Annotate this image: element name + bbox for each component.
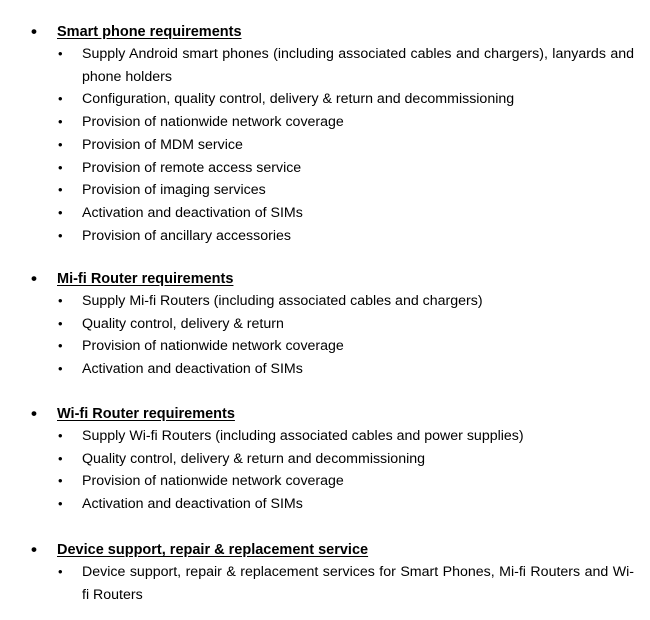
list-item — [0, 202, 650, 225]
bullet-icon: • — [58, 227, 63, 243]
bullet-icon: • — [58, 159, 63, 175]
bullet-icon: • — [31, 269, 37, 288]
section-mifi-router — [0, 268, 650, 381]
requirement-list — [0, 425, 650, 516]
bullet-icon: • — [58, 361, 63, 377]
list-item — [0, 134, 650, 157]
list-item-text: Supply Android smart phones (including associated cables and chargers), lanyards and phone holders — [82, 46, 634, 85]
list-item-text: Provision of nationwide network coverage — [82, 473, 344, 490]
section-title: Smart phone requirements — [57, 24, 242, 40]
requirement-list — [0, 290, 650, 381]
list-item-text: Quality control, delivery & return — [82, 315, 284, 332]
section-smart-phone — [0, 21, 650, 247]
bullet-icon: • — [58, 91, 63, 107]
list-item — [0, 88, 650, 111]
bullet-icon: • — [31, 540, 37, 559]
list-item — [0, 358, 650, 381]
list-item-text: Provision of nationwide network coverage — [82, 114, 344, 131]
section-title: Mi-fi Router requirements — [57, 271, 234, 287]
bullet-icon: • — [58, 473, 63, 489]
list-item-text: Supply Mi-fi Routers (including associated cables and chargers) — [82, 293, 483, 309]
list-item — [0, 425, 650, 448]
bullet-icon: • — [58, 114, 63, 130]
bullet-icon: • — [58, 428, 63, 443]
bullet-icon: • — [58, 450, 63, 466]
list-item — [0, 290, 650, 313]
list-item-text: Configuration, quality control, delivery & return and decommissioning — [82, 91, 515, 108]
section-heading — [0, 268, 650, 290]
bullet-icon: • — [58, 496, 63, 512]
bullet-icon: • — [58, 204, 63, 220]
list-item — [0, 561, 650, 606]
requirement-list — [0, 43, 650, 247]
bullet-icon: • — [31, 404, 37, 423]
bullet-icon: • — [58, 564, 63, 579]
list-item — [0, 448, 650, 471]
section-heading — [0, 539, 650, 561]
list-item-text: Activation and deactivation of SIMs — [82, 204, 303, 221]
list-item — [0, 111, 650, 134]
list-item — [0, 335, 650, 358]
list-item-text: Device support, repair & replacement services for Smart Phones, Mi-fi Routers and Wi-fi Routers — [82, 564, 634, 603]
list-item-text: Quality control, delivery & return and decommissioning — [82, 450, 426, 467]
list-item-text: Activation and deactivation of SIMs — [82, 496, 303, 513]
list-item — [0, 225, 650, 248]
list-item-text: Provision of remote access service — [82, 159, 302, 176]
section-wifi-router — [0, 403, 650, 516]
bullet-icon: • — [58, 293, 63, 308]
bullet-icon: • — [58, 338, 63, 354]
list-item — [0, 43, 650, 88]
list-item — [0, 470, 650, 493]
bullet-icon: • — [58, 182, 63, 198]
section-heading — [0, 21, 650, 43]
list-item-text: Provision of MDM service — [82, 136, 243, 153]
requirement-list — [0, 561, 650, 606]
list-item — [0, 493, 650, 516]
bullet-icon: • — [58, 136, 63, 152]
list-item — [0, 157, 650, 180]
section-title: Device support, repair & replacement service — [57, 542, 369, 558]
list-item-text: Provision of ancillary accessories — [82, 227, 291, 244]
list-item-text: Provision of imaging services — [82, 182, 266, 199]
list-item — [0, 313, 650, 336]
list-item-text: Provision of nationwide network coverage — [82, 338, 344, 355]
list-item — [0, 179, 650, 202]
list-item-text: Activation and deactivation of SIMs — [82, 361, 303, 378]
bullet-icon: • — [58, 46, 63, 61]
section-heading — [0, 403, 650, 425]
section-title: Wi-fi Router requirements — [57, 406, 235, 422]
bullet-icon: • — [31, 22, 37, 41]
list-item-text: Supply Wi-fi Routers (including associated cables and power supplies) — [82, 428, 524, 444]
bullet-icon: • — [58, 315, 63, 331]
section-device-support — [0, 539, 650, 606]
